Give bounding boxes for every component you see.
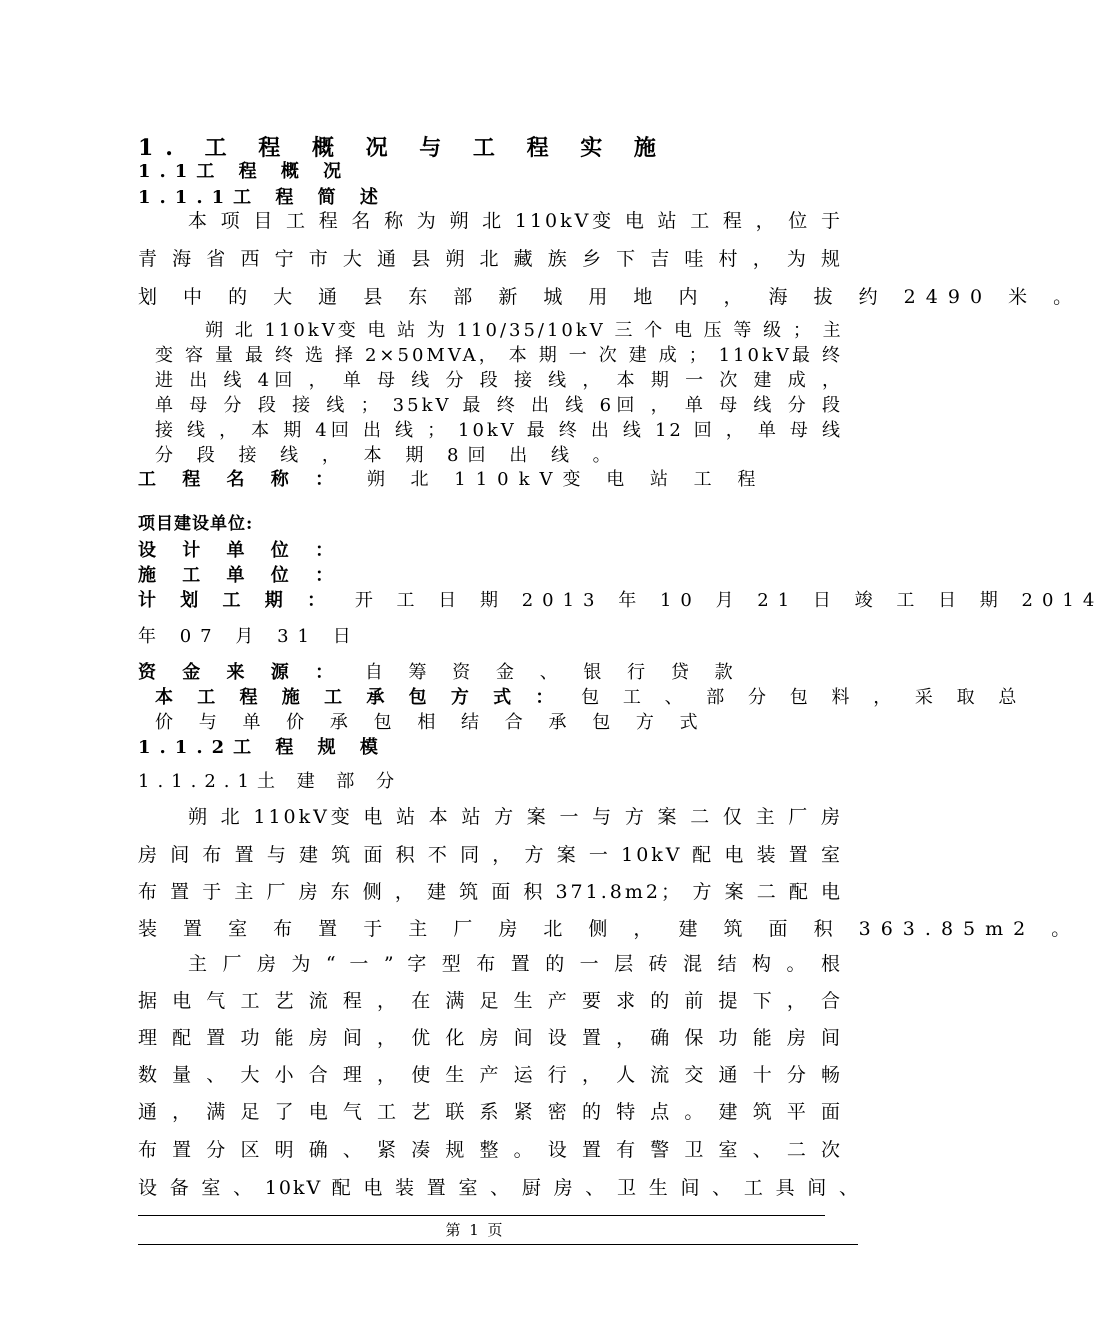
para2-line2: 变 容 量 最 终 选 择 2×50MVA， 本 期 一 次 建 成 ； 110kV最 终: [155, 345, 844, 366]
contract-row: [155, 689, 1025, 707]
para4-line6: 布 置 分 区 明 确 、 紧 凑 规 整 。 设 置 有 警 卫 室 、 二 次: [138, 1139, 843, 1161]
design-unit-label: 设 计 单 位 ：: [138, 540, 344, 561]
para3-line4: 装 置 室 布 置 于 主 厂 房 北 侧 ， 建 筑 面 积 363.85m2 。: [138, 918, 1081, 940]
para3-line1: 朔 北 110kV变 电 站 本 站 方 案 一 与 方 案 二 仅 主 厂 房: [188, 806, 843, 828]
para1-line3: 划 中 的 大 通 县 东 部 新 城 用 地 内 ， 海 拔 约 2490 米 。: [138, 286, 1083, 308]
schedule-value-cont: 年 07 月 31 日: [138, 626, 360, 647]
contract-value: 包 工 、 部 分 包 料 ， 采 取 总: [581, 687, 1026, 708]
funding-value: 自 筹 资 金 、 银 行 贷 款: [364, 662, 743, 683]
contract-value-cont: 价 与 单 价 承 包 相 结 合 承 包 方 式: [155, 712, 708, 733]
para2-line3: 进 出 线 4回 ， 单 母 线 分 段 接 线 ， 本 期 一 次 建 成 ，: [155, 370, 843, 391]
para4-line1: 主 厂 房 为 “ 一 ” 字 型 布 置 的 一 层 砖 混 结 构 。 根: [188, 953, 843, 975]
para2-line1: 朔 北 110kV变 电 站 为 110/35/10kV 三 个 电 压 等 级 ； 主: [205, 320, 844, 341]
construction-unit-label: 施 工 单 位 ：: [138, 565, 344, 586]
para4-line2: 据 电 气 工 艺 流 程 ， 在 满 足 生 产 要 求 的 前 提 下 ， 合: [138, 990, 843, 1012]
heading-level-1: 1. 工 程 概 况 与 工 程 实 施: [138, 135, 668, 161]
footer-bottom-rule: [138, 1244, 858, 1245]
schedule-value: 开 工 日 期 2013 年 10 月 21 日 竣 工 日 期 2014: [354, 590, 1103, 611]
para4-line7: 设 备 室 、 10kV 配 电 装 置 室 、 厨 房 、 卫 生 间 、 工 具 间 、: [138, 1177, 860, 1199]
heading-1-1-1: 1.1.1工 程 简 述: [138, 187, 387, 208]
para1-line1: 本 项 目 工 程 名 称 为 朔 北 110kV变 电 站 工 程 ， 位 于: [188, 210, 843, 232]
project-name-label: 工 程 名 称 ：: [138, 469, 344, 490]
project-name-value: 朔 北 110kV变 电 站 工 程: [366, 469, 766, 490]
para2-line6: 分 段 接 线 ， 本 期 8回 出 线 。: [155, 445, 620, 466]
footer-top-rule: [138, 1215, 825, 1216]
para4-line3: 理 配 置 功 能 房 间 ， 优 化 房 间 设 置 ， 确 保 功 能 房 间: [138, 1027, 843, 1049]
funding-row: [138, 664, 743, 682]
heading-1-1-2: 1.1.2工 程 规 模: [138, 737, 387, 758]
page-number: 第 1 页: [445, 1221, 505, 1239]
heading-1-1: 1.1工 程 概 况: [138, 161, 351, 182]
schedule-label: 计 划 工 期 ：: [138, 590, 335, 611]
para4-line5: 通 ， 满 足 了 电 气 工 艺 联 系 紧 密 的 特 点 。 建 筑 平 面: [138, 1101, 843, 1123]
para2-line4: 单 母 分 段 接 线 ； 35kV 最 终 出 线 6回 ， 单 母 线 分 段: [155, 395, 843, 416]
para3-line2: 房 间 布 置 与 建 筑 面 积 不 同 ， 方 案 一 10kV 配 电 装 置 室: [138, 844, 843, 866]
schedule-row: [138, 592, 1103, 610]
para2-line5: 接 线 ， 本 期 4回 出 线 ； 10kV 最 终 出 线 12 回 ， 单 母 线: [155, 420, 843, 441]
contract-label: 本 工 程 施 工 承 包 方 式 ：: [155, 687, 563, 708]
para1-line2: 青 海 省 西 宁 市 大 通 县 朔 北 藏 族 乡 下 吉 哇 村 ， 为 规: [138, 248, 843, 270]
funding-label: 资 金 来 源 ：: [138, 662, 344, 683]
project-name-row: [138, 471, 765, 489]
heading-1-1-2-1: 1.1.2.1土 建 部 分: [138, 771, 403, 792]
para4-line4: 数 量 、 大 小 合 理 ， 使 生 产 运 行 ， 人 流 交 通 十 分 畅: [138, 1064, 843, 1086]
owner-label: 项目建设单位:: [138, 514, 254, 534]
para3-line3: 布 置 于 主 厂 房 东 侧 ， 建 筑 面 积 371.8m2； 方 案 二 配 电: [138, 881, 843, 903]
